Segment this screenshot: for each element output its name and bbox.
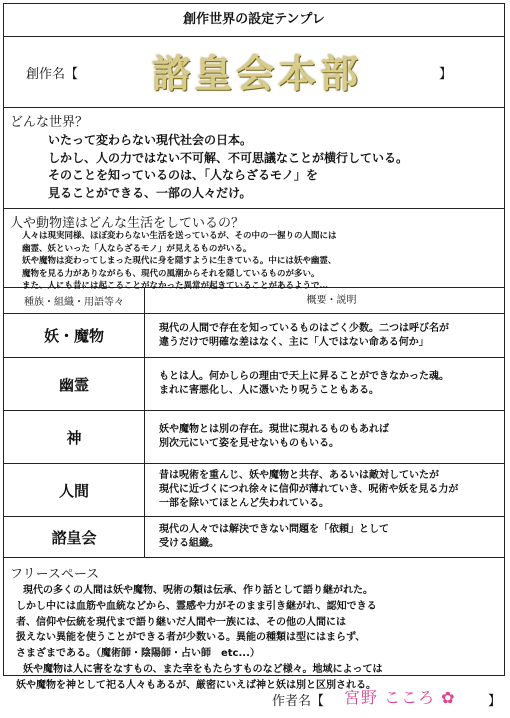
term-name: 諮皇会 (4, 517, 145, 558)
table-row (4, 517, 504, 558)
work-name-label: 創作名【 (26, 67, 79, 82)
table-row (4, 358, 504, 411)
term-name: 妖・魔物 (4, 314, 145, 358)
work-name: 諮皇会本部 (152, 51, 363, 96)
author-bracket: 】 (488, 694, 502, 709)
life-description: 人々は現実同様、ほぼ変わらない生活を送っているが、その中の一握りの人間には 幽霊、妖といった「人ならざるモノ」が見えるものがいる。 妖や魔物は変わってしまった現代に身を隠すように生きている。中には妖や幽霊、 魔物を見る力がありながらも、現代の風潮からそれを隠しているものが多い。 また、人にも昔には起こることがなかった異常が起きていることがあるようで… (22, 231, 337, 291)
term-name: 神 (4, 411, 145, 464)
page-title: 創作世界の設定テンプレ (4, 4, 504, 37)
work-name-row (4, 37, 504, 108)
table-row (4, 464, 504, 517)
term-description: 現代の人間で存在を知っているものはごく少数。二つは呼び名が 違うだけで明確な差はなく、主に「人ではない命ある何か」 (145, 314, 505, 358)
term-description: 妖や魔物とは別の存在。現世に現れるものもあれば 別次元にいて姿を見せないものもいる。 (145, 411, 505, 464)
term-description: 現代の人々では解決できない問題を「依頼」として 受ける組織。 (145, 517, 505, 558)
world-section (4, 108, 504, 209)
life-heading: 人や動物達はどんな生活をしているの？ (10, 216, 245, 231)
world-description: いたって変わらない現代社会の日本。 しかし、人の力ではない不可解、不可思議なことが横行している。 そのことを知っているのは、「人ならざるモノ」を 見ることができる、一部の人々だけ。 (48, 133, 409, 200)
world-heading: どんな世界？ (10, 115, 89, 130)
table-row (4, 411, 504, 464)
free-space-text: 現代の多くの人間は妖や魔物、呪術の類は伝承、作り話として語り継がれた。 しかし中には血筋や血統などから、霊感や力がそのまま引き継がれ、認知できる 者、信仰や伝統を現代まで語り継いだ人間や一族には、その他の人間には 扱えない異能を使うことができる者が少数いる。異能の種類は型にはまらず、 さまざまである。（魔術師・陰陽師・占い師 etc...） 妖や魔物は人に害をなすもの、また幸をもたらすものなど様々。地域によっては 妖や魔物を神として祀る人々もあるが、厳密にいえば神と妖は別と区別される。 (16, 585, 383, 691)
description-column-header: 概要・説明 (145, 288, 505, 314)
life-section (4, 209, 504, 291)
term-description: もとは人。何かしらの理由で天上に昇ることができなかった魂。 まれに害悪化し、人に憑いたり呪うこともある。 (145, 358, 505, 411)
work-name-bracket: 】 (438, 67, 452, 82)
author-name: 宮野 こころ ✿ (344, 688, 456, 707)
term-description: 昔は呪術を重んじ、妖や魔物と共存、あるいは敵対していたが 現代に近づくにつれ徐々に信仰が薄れていき、呪術や妖を見る力が 一部を除いてほとんど失われている。 (145, 464, 505, 517)
table-row (4, 314, 504, 358)
template-sheet (3, 3, 505, 709)
terms-column-header: 種族・組織・用語等々 (4, 288, 145, 314)
term-name: 幽霊 (4, 358, 145, 411)
term-name: 人間 (4, 464, 145, 517)
free-space-section (4, 558, 504, 718)
author-label: 作者名【 (272, 694, 325, 709)
terms-table (4, 288, 504, 558)
free-space-heading: フリースペース (10, 567, 100, 582)
